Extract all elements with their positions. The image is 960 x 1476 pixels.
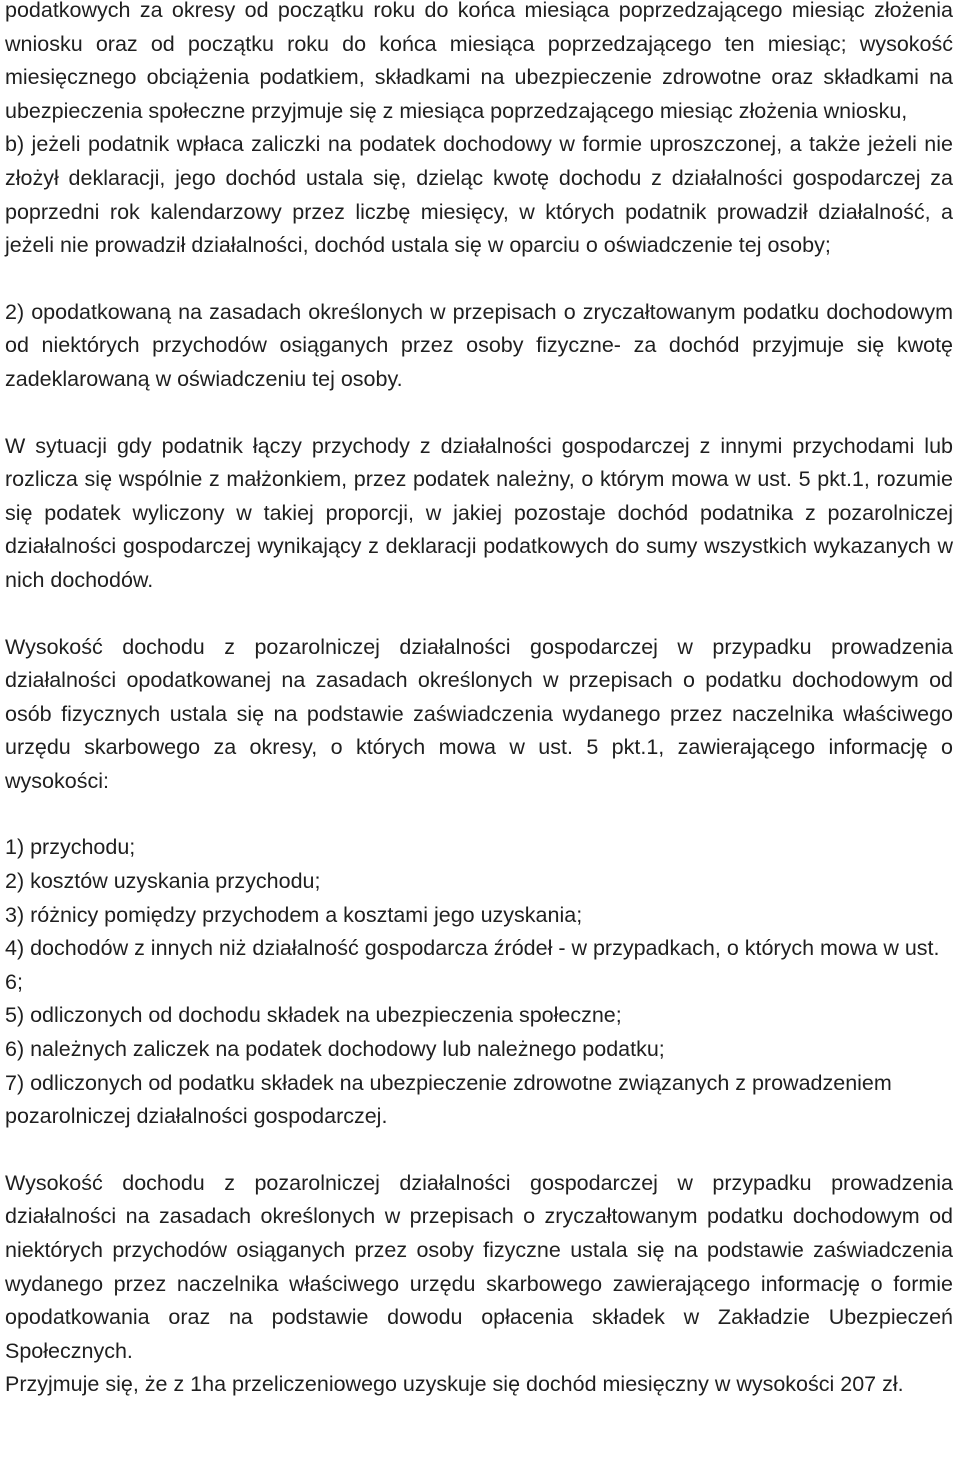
list-item: 1) przychodu; [5,835,136,860]
paragraph-hectare-income: Przyjmuje się, że z 1ha przeliczeniowego uzyskuje się dochód miesięczny w wysokości 207 zł. [5,1372,904,1397]
list-item: 3) różnicy pomiędzy przychodem a kosztami jego uzyskania; [5,902,583,927]
paragraph-lump-sum-income: Wysokość dochodu z pozarolniczej działalności gospodarczej w przypadku prowadzenia działalności na zasadach określonych w przepisach o zryczałtowanym podatku dochodowym od niektórych przychodów osiąganych przez osoby fizyczne ustala się na podstawie zaświadczenia wydanego przez naczelnika właściwego urzędu skarbowego zawierającego informację o formie opodatkowania oraz na podstawie dowodu opłacenia składek w Zakładzie Ubezpieczeń Społecznych. [5,1170,953,1363]
paragraph-item-b: b) jeżeli podatnik wpłaca zaliczki na podatek dochodowy w formie uproszczonej, a także jeżeli nie złożył deklaracji, jego dochód ustala się, dzieląc kwotę dochodu z działalności gospodarczej za poprzedni rok kalendarzowy przez liczbę miesięcy, w których podatnik prowadził działalność, a jeżeli nie prowadził działalności, dochód ustala się w oparciu o oświadczenie tej osoby; [5,132,953,258]
paragraph-combined-income: W sytuacji gdy podatnik łączy przychody z działalności gospodarczej z innymi przychodami lub rozlicza się wspólnie z małżonkiem, przez podatek należny, o którym mowa w ust. 5 pkt.1, rozumie się podatek wyliczony w takiej proporcji, w jakiej pozostaje dochód podatnika z pozarolniczej działalności gospodarczej wynikający z deklaracji podatkowych do sumy wszystkich wykazanych w nich dochodów. [5,433,953,592]
list-item: 6) należnych zaliczek na podatek dochodowy lub należnego podatku; [5,1037,665,1062]
paragraph-income-certificate: Wysokość dochodu z pozarolniczej działalności gospodarczej w przypadku prowadzenia działalności opodatkowanej na zasadach określonych w przepisach o podatku dochodowym od osób fizycznych ustala się na podstawie zaświadczenia wydanego przez naczelnika właściwego urzędu skarbowego za okresy, o których mowa w ust. 5 pkt.1, zawierającego informację o wysokości: [5,634,953,793]
list-item: 7) odliczonych od podatku składek na ubezpieczenie zdrowotne związanych z prowadzeniem pozarolniczej działalności gospodarczej. [5,1070,892,1129]
certificate-info-list [5,831,953,1133]
list-item: 5) odliczonych od dochodu składek na ubezpieczenia społeczne; [5,1003,622,1028]
paragraph-item-2: 2) opodatkowaną na zasadach określonych w przepisach o zryczałtowanym podatku dochodowym od niektórych przychodów osiąganych przez osoby fizyczne- za dochód przyjmuje się kwotę zadeklarowaną w oświadczeniu tej osoby. [5,299,953,391]
list-item: 2) kosztów uzyskania przychodu; [5,869,321,894]
paragraph-continuation: podatkowych za okresy od początku roku do końca miesiąca poprzedzającego miesiąc złożenia wniosku oraz od początku roku do końca miesiąca poprzedzającego ten miesiąc; wysokość miesięcznego obciążenia podatkiem, składkami na ubezpieczenie zdrowotne oraz składkami na ubezpieczenia społeczne przyjmuje się z miesiąca poprzedzającego miesiąc złożenia wniosku, [5,0,953,123]
list-item: 4) dochodów z innych niż działalność gospodarcza źródeł - w przypadkach, o których mowa w ust. 6; [5,936,940,994]
